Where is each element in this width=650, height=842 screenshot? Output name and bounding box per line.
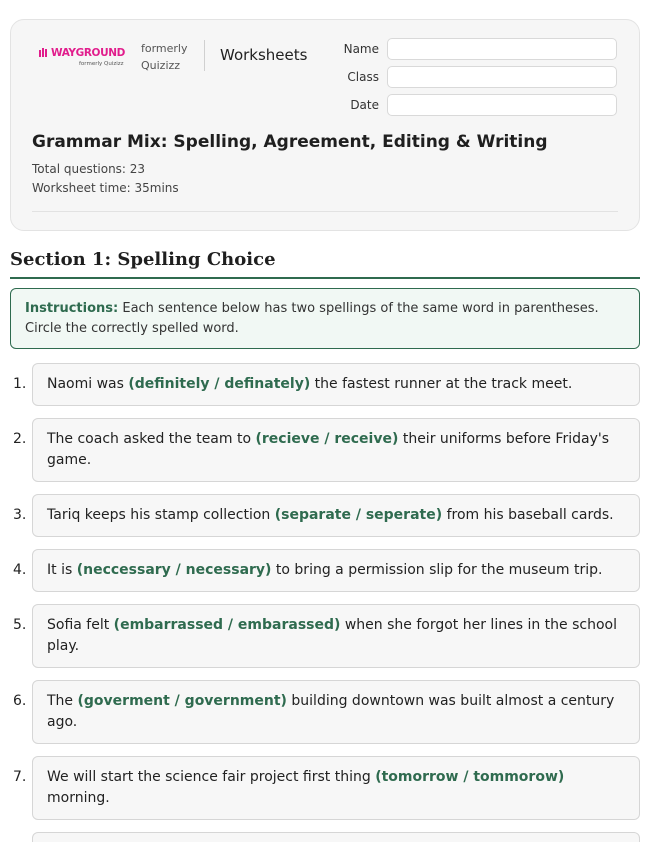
question-number: 7. xyxy=(13,769,27,785)
spelling-choice[interactable]: (recieve / receive) xyxy=(255,431,399,447)
product-title: Worksheets xyxy=(220,46,308,64)
question-number: 4. xyxy=(13,562,27,578)
instructions-text: Each sentence below has two spellings of the same word in parentheses. Circle the correctly spelled word. xyxy=(25,301,599,336)
logo-bars-icon xyxy=(39,48,49,57)
spelling-choice[interactable]: (embarrassed / embarassed) xyxy=(113,617,341,633)
instructions-lead: Instructions: xyxy=(25,301,119,316)
question-number: 2. xyxy=(13,431,27,447)
spelling-choice[interactable]: (neccessary / necessary) xyxy=(76,562,272,578)
formerly-label: formerly Quizizz xyxy=(141,42,188,72)
question-text-before: We will start the science fair project first thing xyxy=(47,769,376,785)
question-text-after: morning. xyxy=(47,790,110,806)
question-number: 1. xyxy=(13,376,27,392)
question-item xyxy=(32,756,640,820)
class-label: Class xyxy=(347,70,379,84)
date-field[interactable] xyxy=(387,94,617,116)
question-item-partial xyxy=(32,832,640,842)
question-number: 5. xyxy=(13,617,27,633)
header-rule xyxy=(32,211,618,212)
name-field[interactable] xyxy=(387,38,617,60)
spelling-choice[interactable]: (definitely / definately) xyxy=(128,376,311,392)
question-text-after: when she forgot her lines in the school play. xyxy=(47,617,617,654)
worksheet-header xyxy=(10,19,640,231)
question-item xyxy=(32,549,640,592)
question-item xyxy=(32,418,640,482)
question-number: 3. xyxy=(13,507,27,523)
section-rule xyxy=(10,277,640,279)
instructions-box xyxy=(10,288,640,349)
question-item xyxy=(32,680,640,744)
worksheet-title: Grammar Mix: Spelling, Agreement, Editing & Writing xyxy=(32,132,548,152)
question-text-before: It is xyxy=(47,562,77,578)
question-text-before: The coach asked the team to xyxy=(47,431,256,447)
header-divider xyxy=(204,40,205,71)
question-item xyxy=(32,494,640,537)
spelling-choice[interactable]: (goverment / government) xyxy=(77,693,287,709)
date-label: Date xyxy=(350,98,379,112)
question-item xyxy=(32,604,640,668)
question-text-after: the fastest runner at the track meet. xyxy=(310,376,573,392)
logo-subtext: formerly Quizizz xyxy=(79,61,124,67)
total-questions: Total questions: 23 xyxy=(32,162,146,176)
question-text-before: Tariq keeps his stamp collection xyxy=(47,507,275,523)
spelling-choice[interactable]: (separate / seperate) xyxy=(274,507,443,523)
question-text-after: their uniforms before Friday's game. xyxy=(47,431,609,468)
section-title: Section 1: Spelling Choice xyxy=(10,249,276,270)
question-text-before: The xyxy=(47,693,78,709)
spelling-choice[interactable]: (tomorrow / tommorow) xyxy=(375,769,565,785)
class-field[interactable] xyxy=(387,66,617,88)
question-number: 6. xyxy=(13,693,27,709)
question-text-before: Sofia felt xyxy=(47,617,114,633)
question-text-after: to bring a permission slip for the museum trip. xyxy=(271,562,603,578)
question-text-after: from his baseball cards. xyxy=(442,507,614,523)
logo-text: WAYGROUND xyxy=(51,47,125,59)
question-text-before: Naomi was xyxy=(47,376,129,392)
wayground-logo xyxy=(39,47,127,77)
question-item xyxy=(32,363,640,406)
question-text-after: building downtown was built almost a century ago. xyxy=(47,693,615,730)
name-label: Name xyxy=(343,42,379,56)
worksheet-time: Worksheet time: 35mins xyxy=(32,181,179,195)
